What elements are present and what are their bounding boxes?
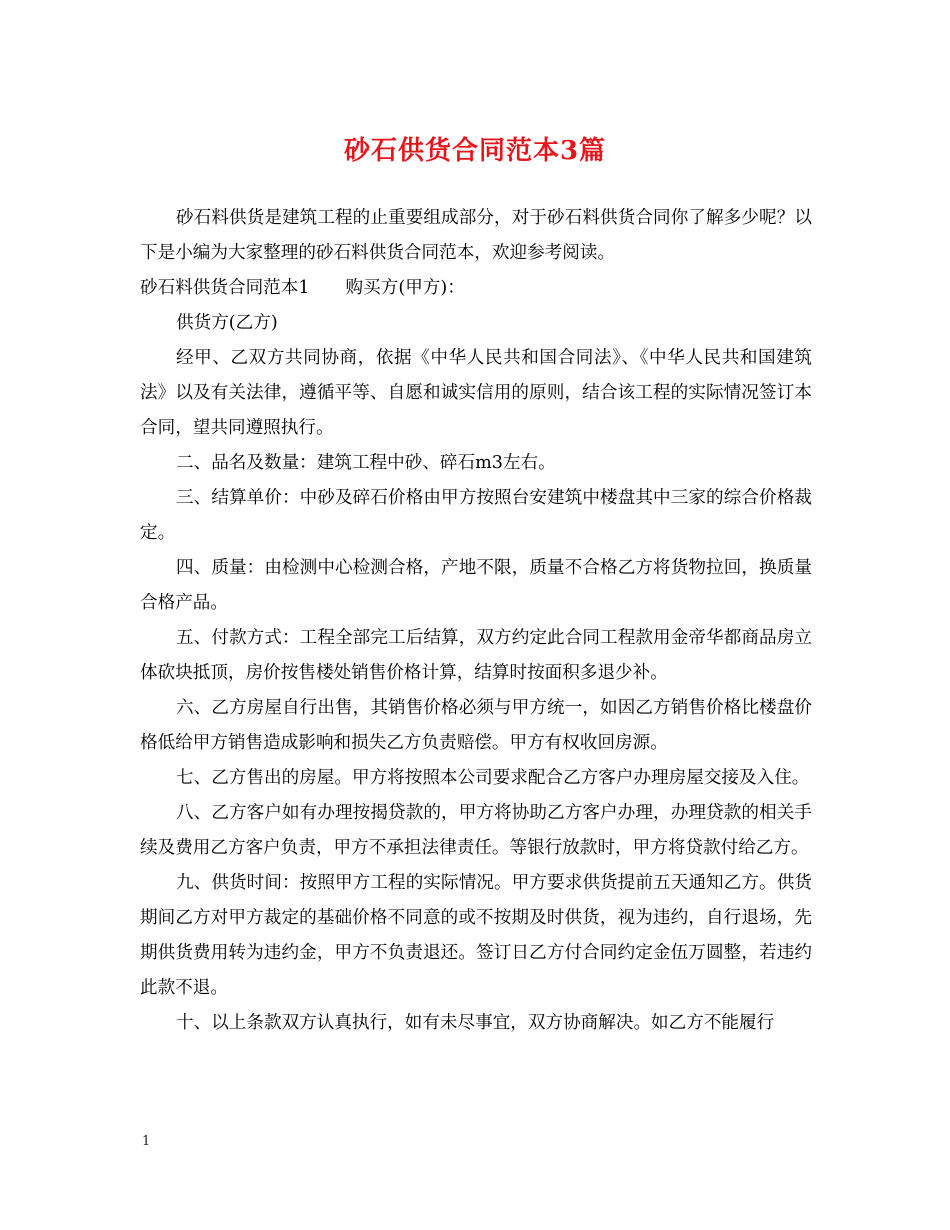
page-number: 1 [142,1134,151,1149]
paragraph-clause-5: 五、付款方式：工程全部完工后结算，双方约定此合同工程款用金帝华都商品房立体砍块抵顶，房价按售楼处销售价格计算，结算时按面积多退少补。 [140,628,812,683]
paragraph-clause-2: 二、品名及数量：建筑工程中砂、碎石m3左右。 [176,453,556,473]
buyer-line: 购买方(甲方)： [345,278,465,298]
paragraph-clause-4: 四、质量：由检测中心检测合格，产地不限，质量不合格乙方将货物拉回，换质量合格产品。 [140,558,812,613]
paragraph-clause-3: 三、结算单价：中砂及碎石价格由甲方按照台安建筑中楼盘其中三家的综合价格裁定。 [140,488,812,543]
contract-heading: 砂石料供货合同范本1 [140,278,310,298]
supplier-line: 供货方(乙方) [176,313,278,333]
paragraph-clause-9: 九、供货时间：按照甲方工程的实际情况。甲方要求供货提前五天通知乙方。供货期间乙方对甲方裁定的基础价格不同意的或不按期及时供货，视为违约，自行退场，先期供货费用转为违约金，甲方不负责退还。签订日乙方付合同约定金伍万圆整，若违约此款不退。 [140,873,812,998]
paragraph-clause-8: 八、乙方客户如有办理按揭贷款的，甲方将协助乙方客户办理，办理贷款的相关手续及费用乙方客户负责，甲方不承担法律责任。等银行放款时，甲方将贷款付给乙方。 [140,803,812,858]
document-title: 砂石供货合同范本3篇 [343,136,607,166]
paragraph-preamble: 经甲、乙双方共同协商，依据《中华人民共和国合同法》、《中华人民共和国建筑法》以及有关法律，遵循平等、自愿和诚实信用的原则，结合该工程的实际情况签订本合同，望共同遵照执行。 [140,348,812,438]
contract-heading-line [140,271,812,306]
paragraph-clause-10: 十、以上条款双方认真执行，如有未尽事宜，双方协商解决。如乙方不能履行 [176,1013,775,1033]
paragraph-clause-6: 六、乙方房屋自行出售，其销售价格必须与甲方统一，如因乙方销售价格比楼盘价格低给甲方销售造成影响和损失乙方负责赔偿。甲方有权收回房源。 [140,698,812,753]
document-body [140,201,812,1041]
intro-paragraph: 砂石料供货是建筑工程的止重要组成部分，对于砂石料供货合同你了解多少呢？以下是小编为大家整理的砂石料供货合同范本，欢迎参考阅读。 [140,208,812,263]
paragraph-clause-7: 七、乙方售出的房屋。甲方将按照本公司要求配合乙方客户办理房屋交接及入住。 [176,768,810,788]
